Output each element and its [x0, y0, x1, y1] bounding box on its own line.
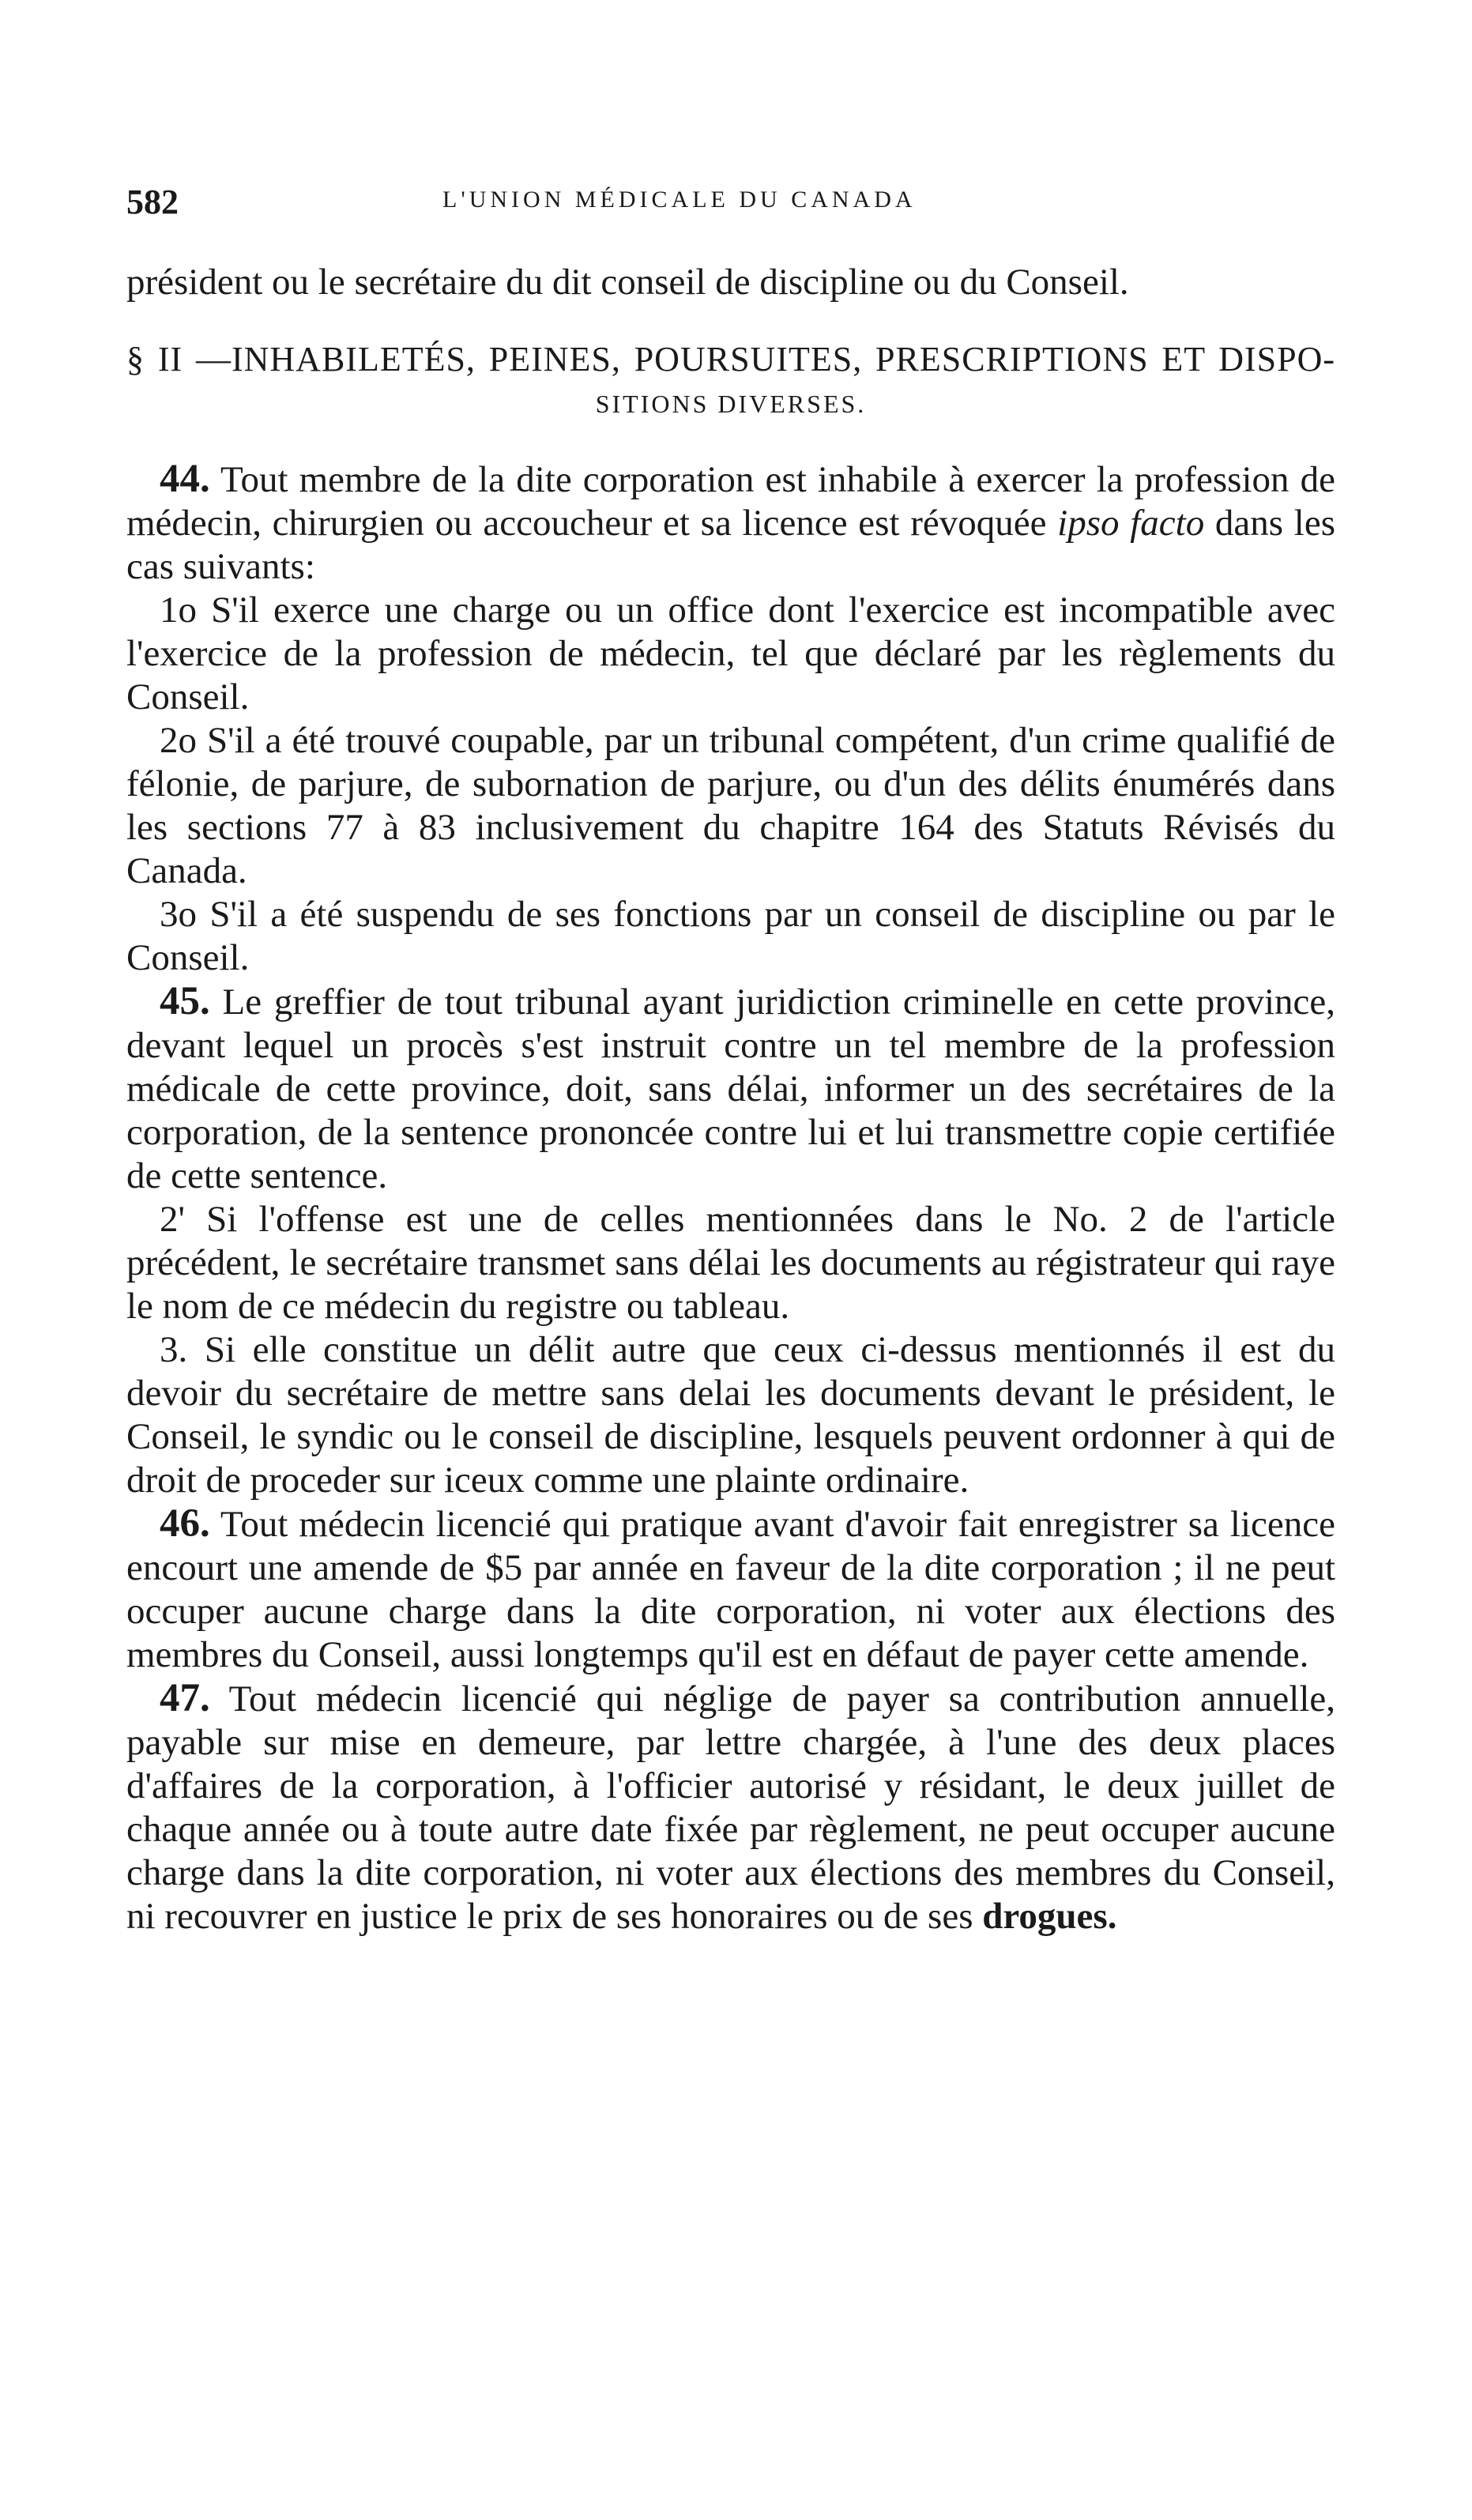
- article-47-number: 47.: [160, 1676, 210, 1720]
- article-44-text-before: Tout membre de la dite corporation est inhabile à exercer la profession de médecin, chirurgien ou accoucheur et sa licence est révoquée: [126, 459, 1335, 544]
- article-44-italic: ipso facto: [1057, 503, 1205, 544]
- article-45-item-3: 3. Si elle constitue un délit autre que ceux ci-dessus mentionnés il est du devoir du secrétaire de mettre sans delai les documents devant le président, le Conseil, le syndic ou le conseil de discipline, lesquels peuvent ordonner à qui de droit de proceder sur iceux comme une plainte ordinaire.: [126, 1329, 1335, 1501]
- article-44-number: 44.: [160, 457, 210, 501]
- article-44-item-3: 3o S'il a été suspendu de ses fonctions par un conseil de discipline ou par le Conseil.: [126, 894, 1335, 978]
- article-44-item-2: 2o S'il a été trouvé coupable, par un tribunal compétent, d'un crime qualifié de félonie, de parjure, de subornation de parjure, ou d'un des délits énumérés dans les sections 77 à 83 inclusivement du chapitre 164 des Statuts Révisés du Canada.: [126, 720, 1335, 891]
- article-45-item-2: 2' Si l'offense est une de celles mentionnées dans le No. 2 de l'article précédent, le secrétaire transmet sans délai les documents au régistrateur qui raye le nom de ce médecin du registre ou tableau.: [126, 1199, 1335, 1327]
- journal-title: L'UNION MÉDICALE DU CANADA: [442, 186, 917, 213]
- section-heading-line2: SITIONS DIVERSES.: [595, 390, 867, 418]
- intro-paragraph: président ou le secrétaire du dit conseil de discipline ou du Conseil.: [126, 262, 1129, 303]
- article-47-text: Tout médecin licencié qui néglige de payer sa contribution annuelle, payable sur mise en demeure, par lettre chargée, à l'une des deux places d'affaires de la corporation, à l'officier autorisé y résidant, le deux juillet de chaque année ou à toute autre date fixée par règlement, ne peut occuper aucune charge dans la dite corporation, ni voter aux élections des membres du Conseil, ni recouvrer en justice le prix de ses honoraires ou de ses: [126, 1678, 1335, 1937]
- section-heading: [126, 336, 1335, 424]
- article-45-number: 45.: [160, 979, 210, 1023]
- article-46-number: 46.: [160, 1501, 210, 1546]
- article-45: [126, 980, 1335, 1198]
- article-45-text: Le greffier de tout tribunal ayant juridiction criminelle en cette province, devant lequel un procès s'est instruit contre un tel membre de la profession médicale de cette province, doit, sans délai, informer un des secrétaires de la corporation, de la sentence prononcée contre lui et lui transmettre copie certifiée de cette sentence.: [126, 981, 1335, 1196]
- article-47: [126, 1677, 1335, 1938]
- running-head: [126, 182, 1335, 229]
- article-47-last-word: drogues.: [982, 1896, 1117, 1937]
- article-46-text: Tout médecin licencié qui pratique avant d'avoir fait enregistrer sa licence encourt une amende de $5 par année en faveur de la dite corporation ; il ne peut occuper aucune charge dans la dite corporation, ni voter aux élections des membres du Conseil, aussi longtemps qu'il est en défaut de payer cette amende.: [126, 1504, 1335, 1675]
- article-44-item-1: 1o S'il exerce une charge ou un office dont l'exercice est incompatible avec l'exercice de la profession de médecin, tel que déclaré par les règlements du Conseil.: [126, 590, 1335, 718]
- page-number: 582: [126, 183, 179, 221]
- document-page: [126, 182, 1335, 1938]
- section-heading-line1: § II —INHABILETÉS, PEINES, POURSUITES, PRESCRIPTIONS ET DISPO-: [126, 340, 1335, 379]
- article-44-text-after: dans les cas suivants:: [126, 503, 1335, 587]
- article-44: [126, 458, 1335, 589]
- article-46: [126, 1502, 1335, 1677]
